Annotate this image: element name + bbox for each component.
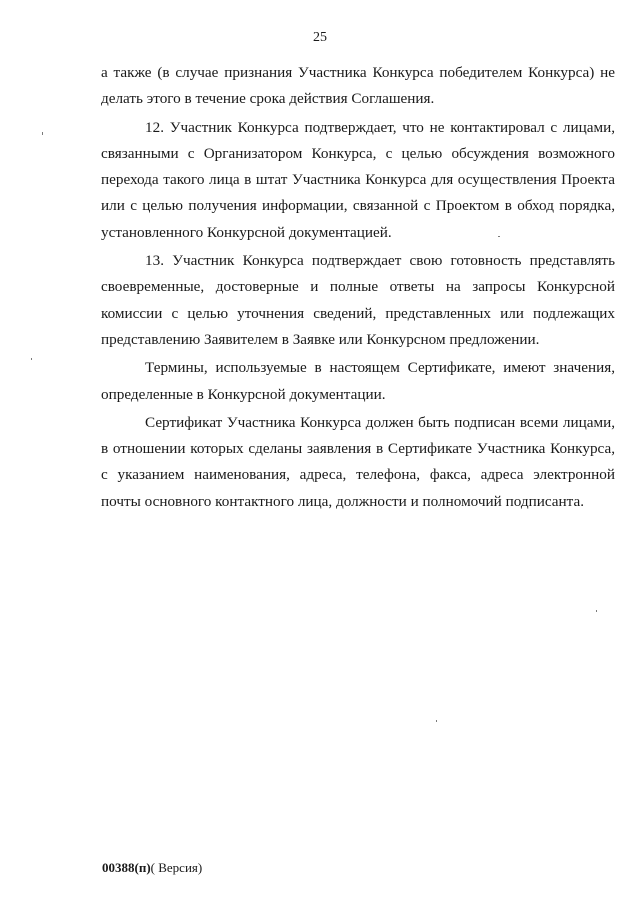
paragraph-terms: Термины, используемые в настоящем Сертификате, имеют значения, определенные в Конкурсной документации. [101,359,615,403]
document-code: 00388(п) [102,860,151,875]
document-version: ( Версия) [150,860,203,875]
paragraph-signature-requirement: Сертификат Участника Конкурса должен быть подписан всеми лицами, в отношении которых сделаны заявления в Сертификате Участника Конкурса, с указанием наименования, адреса, телефона, факса, адреса электронной почты основного контактного лица, должности и полномочий подписанта. [101,413,615,510]
document-body [101,60,615,517]
scan-speck [498,236,500,237]
scan-speck [596,610,597,612]
scan-speck [436,720,437,722]
paragraph-continuation: а также (в случае признания Участника Конкурса победителем Конкурса) не делать этого в течение срока действия Соглашения. [101,64,615,108]
scan-speck [42,132,43,135]
paragraph-item-12: 12. Участник Конкурса подтверждает, что не контактировал с лицами, связанными с Организатором Конкурса, с целью обсуждения возможного перехода такого лица в штат Участника Конкурса для осуществления Проекта или с целью получения информации, связанной с Проектом в обход порядка, установленного Конкурсной документацией. [101,118,615,241]
paragraph-item-13: 13. Участник Конкурса подтверждает свою готовность представлять своевременные, достоверные и полные ответы на запросы Конкурсной комиссии с целью уточнения сведений, представленных или подлежащих представлению Заявителем в Заявке или Конкурсном предложении. [101,252,615,348]
document-footer [102,860,202,876]
scan-speck [31,358,32,360]
page-number: 25 [313,30,327,45]
